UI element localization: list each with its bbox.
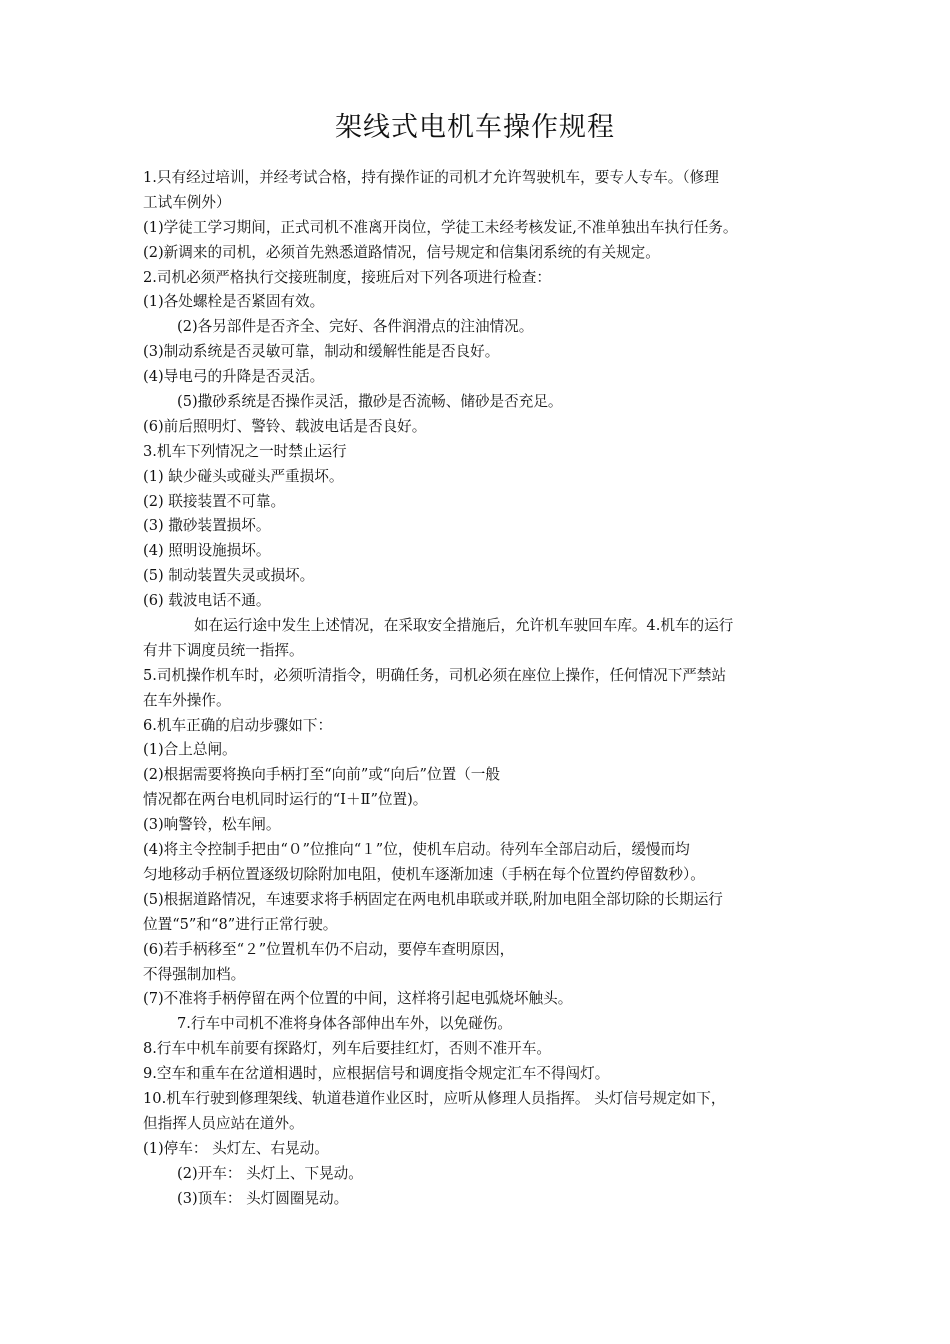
paragraph-line: (6)若手柄移至“２”位置机车仍不启动，要停车查明原因， [143,940,515,958]
paragraph-line: (3)制动系统是否灵敏可靠，制动和缓解性能是否良好。 [143,343,500,361]
paragraph-line: (5)根据道路情况，车速要求将手柄固定在两电机串联或并联,附加电阻全部切除的长期运行 [143,890,723,908]
paragraph-line: 匀地移动手柄位置逐级切除附加电阻，使机车逐渐加速（手柄在每个位置约停留数秒）。 [143,865,705,883]
paragraph-line: (1) 缺少碰头或碰头严重损坏。 [143,467,344,485]
paragraph-line: (5) 制动装置失灵或损坏。 [143,567,315,585]
paragraph-line: (2)新调来的司机，必须首先熟悉道路情况，信号规定和信集闭系统的有关规定。 [143,243,660,261]
paragraph-line: (2)开车： 头灯上、下晃动。 [177,1164,363,1182]
paragraph-line: 7.行车中司机不准将身体各部伸出车外，以免碰伤。 [177,1015,512,1033]
paragraph-line: 1.只有经过培训，并经考试合格，持有操作证的司机才允许驾驶机车，要专人专车。（修理 [143,169,719,186]
paragraph-line: (2) 联接装置不可靠。 [143,492,286,510]
paragraph-line: 9.空车和重车在岔道相遇时，应根据信号和调度指令规定汇车不得闯灯。 [143,1065,610,1083]
paragraph-line: 有井下调度员统一指挥。 [143,641,304,659]
paragraph-line: 10.机车行驶到修理架线、轨道巷道作业区时，应听从修理人员指挥。 头灯信号规定如下， [143,1089,726,1107]
paragraph-line: (4)导电弓的升降是否灵活。 [143,368,325,386]
paragraph-line: (1)合上总闸。 [143,741,237,759]
paragraph-line: 如在运行途中发生上述情况，在采取安全措施后，允许机车驶回车库。4.机车的运行 [194,617,734,635]
paragraph-line: 工试车例外） [143,193,231,211]
paragraph-line: 在车外操作。 [143,691,231,709]
paragraph-line: (1)各处螺栓是否紧固有效。 [143,293,325,311]
paragraph-line: (1)学徒工学习期间，正式司机不准离开岗位，学徒工未经考核发证,不准单独出车执行任务。 [143,218,738,236]
paragraph-line: 6.机车正确的启动步骤如下： [143,716,333,734]
paragraph-line: (3)响警铃，松车闸。 [143,816,281,834]
paragraph-line: 3.机车下列情况之一时禁止运行 [143,442,347,460]
paragraph-line: 但指挥人员应站在道外。 [143,1114,304,1132]
paragraph-line: 不得强制加档。 [143,965,246,983]
paragraph-line: (3) 撒砂装置损坏。 [143,517,271,535]
document-title: 架线式电机车操作规程 [335,112,615,143]
paragraph-line: (5)撒砂系统是否操作灵活，撒砂是否流畅、储砂是否充足。 [177,393,563,411]
paragraph-line: (4)将主令控制手把由“０”位推向“１”位，使机车启动。待列车全部启动后，缓慢而均 [143,841,690,859]
paragraph-line: (7)不准将手柄停留在两个位置的中间，这样将引起电弧烧坏触头。 [143,990,573,1008]
document-body [143,166,811,1211]
paragraph-line: (3)顶车： 头灯圆圈晃动。 [177,1189,349,1207]
paragraph-line: 8.行车中机车前要有探路灯，列车后要挂红灯，否则不准开车。 [143,1040,551,1058]
paragraph-line: 5.司机操作机车时，必须听清指令，明确任务，司机必须在座位上操作，任何情况下严禁站 [143,666,727,684]
paragraph-line: (2)各另部件是否齐全、完好、各件润滑点的注油情况。 [177,318,534,336]
paragraph-line: 2.司机必须严格执行交接班制度，接班后对下列各项进行检查： [143,268,551,286]
paragraph-line: (6)前后照明灯、警铃、载波电话是否良好。 [143,417,427,435]
paragraph-line: (4) 照明设施损坏。 [143,542,271,560]
paragraph-line: (2)根据需要将换向手柄打至“向前”或“向后”位置（一般 [143,766,500,784]
paragraph-line: 位置“5”和“8”进行正常行驶。 [143,915,338,933]
paragraph-line: (1)停车： 头灯左、右晃动。 [143,1139,329,1157]
paragraph-line: (6) 载波电话不通。 [143,592,271,610]
paragraph-line: 情况都在两台电机同时运行的“Ⅰ＋Ⅱ”位置)。 [143,791,428,809]
